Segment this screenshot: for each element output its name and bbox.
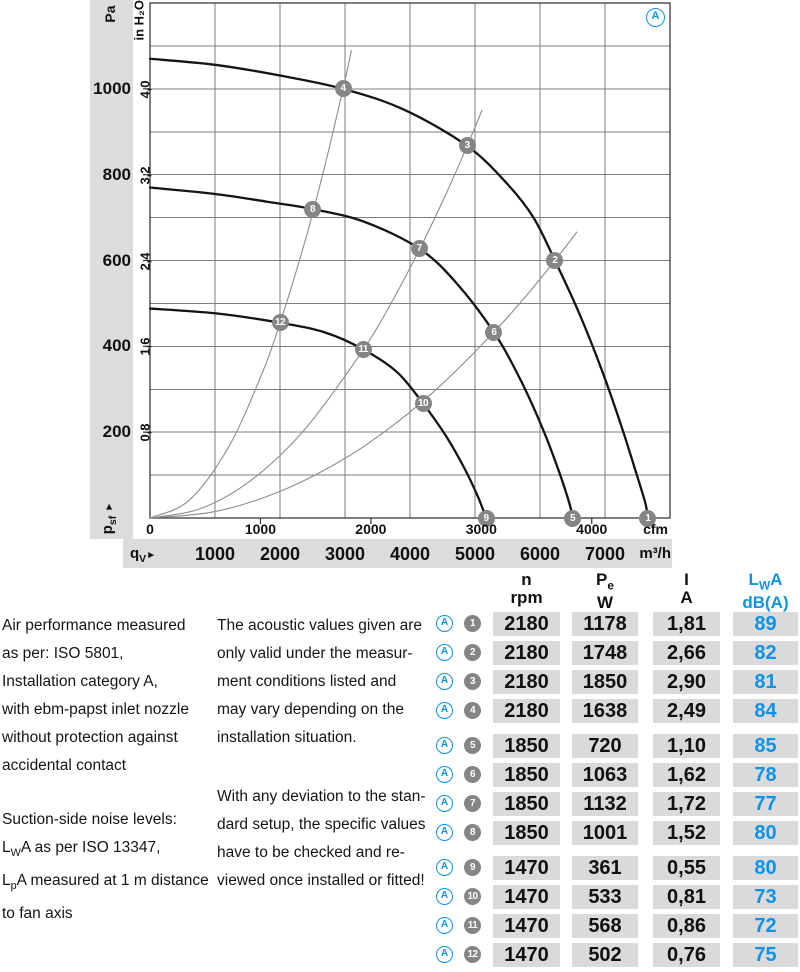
row-number-badge: 6: [464, 766, 481, 783]
inh2o-tick-4,0: [127, 82, 163, 97]
speed-cell: 1470: [493, 885, 560, 909]
speed-cell: 1850: [493, 763, 560, 787]
note-line: With any deviation to the stan-: [217, 788, 426, 805]
curve-set-a-badge: A: [436, 615, 453, 632]
m3h-tick-5000: 5000: [454, 544, 496, 564]
column-header-speed: n rpm: [510, 570, 543, 607]
operating-point-marker-5: 5: [564, 510, 581, 527]
power-cell: 1001: [572, 821, 638, 845]
note-air-performance: [2, 612, 189, 780]
current-cell: 1,81: [653, 612, 720, 636]
note-line: Suction-side noise levels:: [2, 811, 177, 828]
pa-tick-1000: 1000: [93, 78, 131, 98]
speed-cell: 1850: [493, 821, 560, 845]
table-row-1: [428, 612, 800, 636]
inh2o-tick-text: 0,8: [137, 423, 153, 442]
speed-cell: 1850: [493, 792, 560, 816]
noise-cell: 82: [733, 641, 798, 665]
m3h-tick-7000: 7000: [584, 544, 626, 564]
table-row-10: [428, 885, 800, 909]
current-cell: 0,55: [653, 856, 720, 880]
current-cell: 1,62: [653, 763, 720, 787]
curve-set-a-badge: A: [436, 737, 453, 754]
cfm-tick-1000: 1000: [244, 521, 276, 537]
cfm-tick-2000: 2000: [355, 521, 387, 537]
column-header-power: $P_e$ W: [596, 570, 614, 613]
curve-set-a-badge: A: [436, 702, 453, 719]
note-line: only valid under the measur-: [217, 645, 413, 662]
speed-cell: 2180: [493, 670, 560, 694]
m3h-tick-4000: 4000: [389, 544, 431, 564]
note-line: accidental contact: [2, 757, 127, 774]
system-resistance-curve-2: [150, 110, 482, 518]
operating-point-marker-6: 6: [485, 324, 502, 341]
note-line: have to be checked and re-: [217, 844, 405, 861]
current-cell: 2,90: [653, 670, 720, 694]
inh2o-tick-2,4: [127, 251, 163, 271]
speed-cell: 1850: [493, 734, 560, 758]
noise-cell: 75: [733, 943, 798, 967]
noise-cell: 77: [733, 792, 798, 816]
row-number-badge: 4: [464, 702, 481, 719]
noise-cell: 73: [733, 885, 798, 909]
inh2o-tick-text: 2,4: [137, 251, 153, 271]
pa-axis-label: Pa: [102, 5, 118, 23]
noise-cell: 81: [733, 670, 798, 694]
subscript: p: [10, 880, 17, 893]
current-cell: 0,76: [653, 943, 720, 967]
operating-point-marker-9: 9: [478, 510, 495, 527]
inh2o-axis-label: in H₂O: [131, 0, 147, 41]
column-header-current: I A: [680, 570, 693, 607]
pa-tick-400: 400: [102, 336, 131, 356]
curve-set-a-badge: A: [646, 8, 665, 27]
table-row-6: [428, 763, 800, 787]
curve-set-a-badge: A: [436, 766, 453, 783]
note-line: installation situation.: [217, 729, 357, 746]
note-line: as per: ISO 5801,: [2, 645, 124, 662]
power-cell: 1178: [572, 612, 638, 636]
operating-point-marker-1: 1: [639, 510, 656, 527]
power-cell: 533: [572, 885, 638, 909]
current-cell: 2,66: [653, 641, 720, 665]
noise-cell: 89: [733, 612, 798, 636]
pa-tick-800: 800: [102, 164, 131, 184]
curve-set-a-badge: A: [436, 859, 453, 876]
cfm-tick-3000: 3000: [465, 521, 497, 537]
speed-cell: 2180: [493, 641, 560, 665]
inh2o-tick-1,6: [127, 339, 163, 354]
row-number-badge: 8: [464, 824, 481, 841]
table-row-9: [428, 856, 800, 880]
row-number-badge: 10: [464, 888, 481, 905]
noise-cell: 78: [733, 763, 798, 787]
table-row-11: [428, 914, 800, 938]
table-row-2: [428, 641, 800, 665]
noise-cell: 80: [733, 821, 798, 845]
operating-point-marker-4: 4: [335, 80, 352, 97]
m3h-tick-2000: 2000: [259, 544, 301, 564]
operating-point-marker-8: 8: [304, 201, 321, 218]
power-cell: 502: [572, 943, 638, 967]
note-line: Installation category A,: [2, 673, 158, 690]
power-cell: 1748: [572, 641, 638, 665]
qv-axis-label: $q_V►$: [130, 545, 157, 565]
curve-set-a-badge: A: [436, 824, 453, 841]
power-cell: 361: [572, 856, 638, 880]
speed-cell: 1470: [493, 943, 560, 967]
note-line: viewed once installed or fitted!: [217, 872, 425, 889]
operating-point-marker-11: 11: [355, 341, 372, 358]
cfm-tick-4000: 4000: [576, 521, 608, 537]
table-row-5: [428, 734, 800, 758]
column-header-noise: $L_WA$ dB(A): [742, 570, 789, 613]
power-cell: 720: [572, 734, 638, 758]
curve-set-a-badge: A: [436, 888, 453, 905]
psf-axis-label: $p_{sf}$ ►: [99, 501, 119, 535]
curve-set-a-badge: A: [436, 673, 453, 690]
m3h-unit-label: m³/h: [639, 545, 671, 562]
text-segment: L: [2, 872, 11, 890]
current-cell: 1,72: [653, 792, 720, 816]
inh2o-tick-text: 4,0: [137, 80, 153, 99]
inh2o-tick-3,2: [127, 168, 163, 183]
row-number-badge: 9: [464, 859, 481, 876]
curve-set-a-badge: A: [436, 946, 453, 963]
table-row-8: [428, 821, 800, 845]
noise-cell: 85: [733, 734, 798, 758]
speed-cell: 1470: [493, 856, 560, 880]
system-resistance-curve-1: [150, 50, 352, 518]
m3h-tick-1000: 1000: [194, 544, 236, 564]
note-line: may vary depending on the: [217, 701, 404, 718]
note-line: ment conditions listed and: [217, 673, 397, 690]
text-segment: A measured at 1 m distance: [16, 872, 209, 890]
table-row-3: [428, 670, 800, 694]
current-cell: 1,52: [653, 821, 720, 845]
pa-tick-200: 200: [102, 422, 131, 442]
note-line: [2, 834, 209, 867]
row-number-badge: 7: [464, 795, 481, 812]
power-cell: 1063: [572, 763, 638, 787]
table-row-7: [428, 792, 800, 816]
curve-set-a-badge: A: [436, 795, 453, 812]
table-row-12: [428, 943, 800, 967]
note-acoustic-validity: [217, 612, 422, 752]
note-line: dard setup, the specific values: [217, 816, 426, 833]
noise-cell: 84: [733, 699, 798, 723]
operating-points-table: [428, 612, 800, 972]
m3h-tick-3000: 3000: [324, 544, 366, 564]
speed-cell: 2180: [493, 699, 560, 723]
text-segment: L: [2, 839, 11, 856]
inh2o-tick-0,8: [127, 425, 163, 440]
row-number-badge: 11: [464, 917, 481, 934]
subscript: W: [10, 847, 21, 860]
pa-tick-600: 600: [102, 250, 131, 270]
text-segment: A as per ISO 13347,: [20, 839, 161, 856]
cfm-unit-label: cfm: [643, 521, 668, 537]
note-line: Air performance measured: [2, 617, 186, 634]
note-noise-levels: [2, 806, 209, 928]
inh2o-tick-text: 3,2: [137, 166, 153, 185]
operating-point-marker-7: 7: [411, 240, 428, 257]
cfm-tick-0: 0: [146, 521, 154, 537]
m3h-tick-6000: 6000: [519, 544, 561, 564]
curve-set-a-badge: A: [436, 917, 453, 934]
power-cell: 1638: [572, 699, 638, 723]
current-cell: 0,81: [653, 885, 720, 909]
operating-point-marker-3: 3: [459, 137, 476, 154]
curve-set-a-badge: A: [436, 644, 453, 661]
power-cell: 1850: [572, 670, 638, 694]
inh2o-tick-text: 1,6: [137, 337, 153, 356]
operating-point-marker-12: 12: [272, 314, 289, 331]
operating-point-marker-10: 10: [415, 395, 432, 412]
row-number-badge: 5: [464, 737, 481, 754]
power-cell: 1132: [572, 792, 638, 816]
row-number-badge: 12: [464, 946, 481, 963]
note-line: to fan axis: [2, 905, 73, 923]
row-number-badge: 3: [464, 673, 481, 690]
current-cell: 0,86: [653, 914, 720, 938]
note-line: [2, 867, 209, 900]
note-deviation-warning: [217, 783, 426, 895]
note-line: with ebm-papst inlet nozzle: [2, 701, 189, 718]
note-line: The acoustic values given are: [217, 617, 423, 634]
row-number-badge: 1: [464, 615, 481, 632]
note-line: without protection against: [2, 729, 178, 746]
speed-cell: 2180: [493, 612, 560, 636]
speed-cell: 1470: [493, 914, 560, 938]
noise-cell: 80: [733, 856, 798, 880]
noise-cell: 72: [733, 914, 798, 938]
current-cell: 2,49: [653, 699, 720, 723]
power-cell: 568: [572, 914, 638, 938]
current-cell: 1,10: [653, 734, 720, 758]
table-row-4: [428, 699, 800, 723]
row-number-badge: 2: [464, 644, 481, 661]
operating-point-marker-2: 2: [546, 252, 563, 269]
